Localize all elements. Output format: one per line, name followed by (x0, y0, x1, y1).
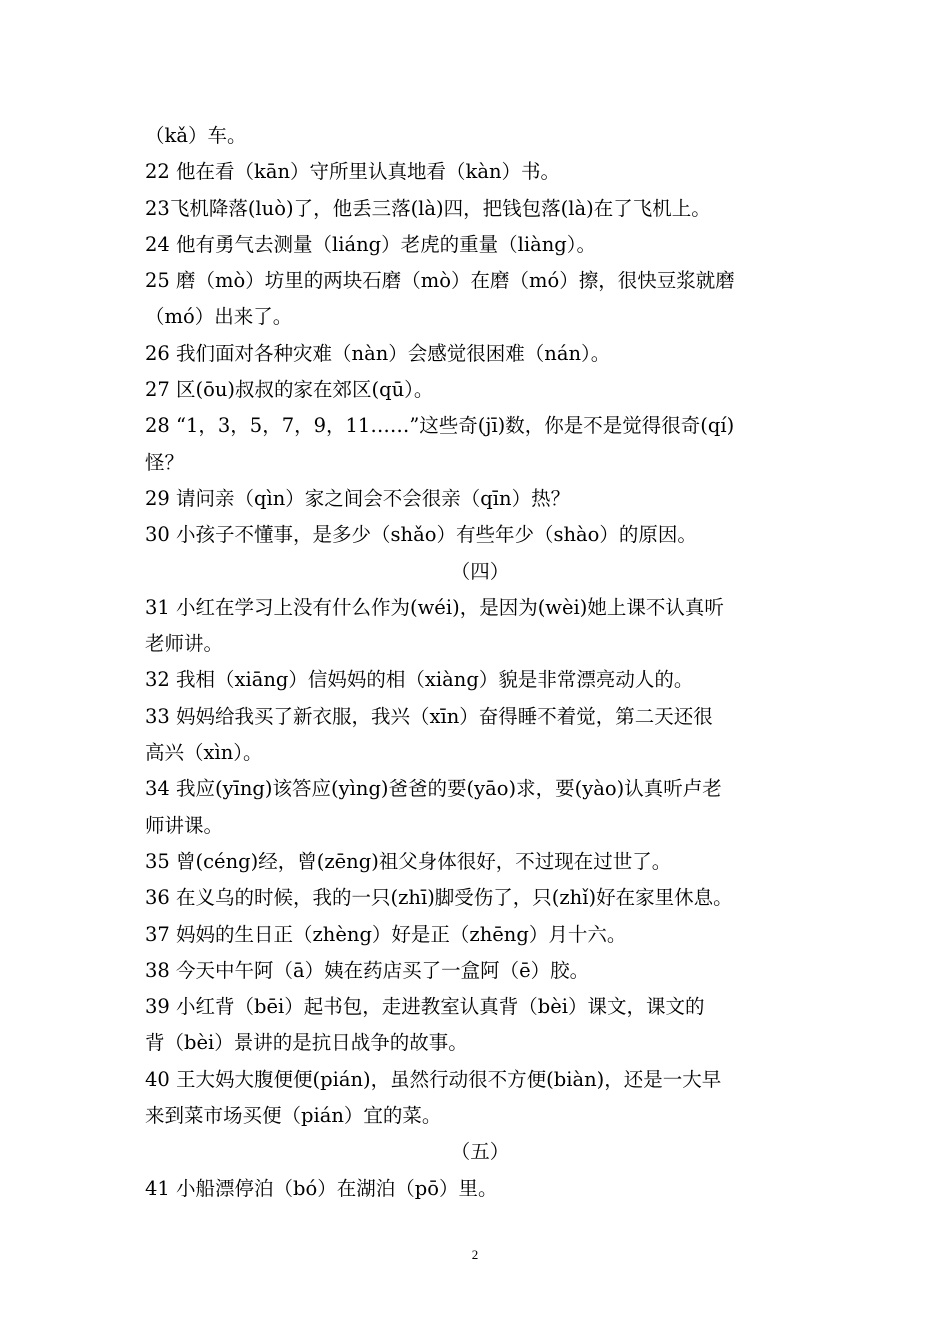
text-line: 32 我相（xiāng）信妈妈的相（xiàng）貌是非常漂亮动人的。 (145, 668, 694, 692)
text-line: 38 今天中午阿（ā）姨在药店买了一盒阿（ē）胶。 (145, 958, 590, 982)
text-line: 30 小孩子不懂事，是多少（shǎo）有些年少（shào）的原因。 (145, 523, 697, 547)
section-heading: （四） (450, 559, 510, 583)
text-line: 来到菜市场买便（pián）宜的菜。 (145, 1104, 442, 1128)
text-line: 22 他在看（kān）守所里认真地看（kàn）书。 (145, 160, 561, 184)
text-line: 36 在义乌的时候，我的一只(zhī)脚受伤了，只(zhǐ)好在家里休息。 (145, 886, 733, 910)
text-line: 39 小红背（bēi）起书包，走进教室认真背（bèi）课文，课文的 (145, 995, 705, 1019)
text-line: 24 他有勇气去测量（liáng）老虎的重量（liàng）。 (145, 232, 597, 256)
text-line: 高兴（xìn）。 (145, 741, 263, 765)
text-line: 40 王大妈大腹便便(pián)，虽然行动很不方便(biàn)，还是一大早 (145, 1067, 722, 1091)
text-line: 41 小船漂停泊（bó）在湖泊（pō）里。 (145, 1176, 498, 1200)
text-line: 师讲课。 (145, 813, 224, 837)
text-line: 23飞机降落(luò)了，他丢三落(là)四，把钱包落(là)在了飞机上。 (145, 196, 711, 220)
text-line: 31 小红在学习上没有什么作为(wéi)，是因为(wèi)她上课不认真听 (145, 595, 724, 619)
text-line: 28 “1，3，5，7，9，11……”这些奇(jī)数，你是不是觉得很奇(qí) (145, 414, 735, 438)
text-line: 29 请问亲（qìn）家之间会不会很亲（qīn）热？ (145, 486, 571, 510)
text-line: 37 妈妈的生日正（zhèng）好是正（zhēng）月十六。 (145, 922, 627, 946)
text-line: 老师讲。 (145, 632, 224, 656)
text-line: 怪？ (145, 450, 185, 474)
text-line: 26 我们面对各种灾难（nàn）会感觉很困难（nán）。 (145, 341, 611, 365)
text-line: 34 我应(yīng)该答应(yìng)爸爸的要(yāo)求，要(yào)认真听卢老 (145, 777, 722, 801)
text-line: （mó）出来了。 (145, 305, 293, 329)
text-line: 35 曾(céng)经，曾(zēng)祖父身体很好，不过现在过世了。 (145, 849, 672, 873)
section-heading: （五） (450, 1140, 510, 1164)
text-line: 25 磨（mò）坊里的两块石磨（mò）在磨（mó）擦，很快豆浆就磨 (145, 269, 735, 293)
text-line: 27 区(ōu)叔叔的家在郊区(qū）。 (145, 378, 434, 402)
text-line: 背（bèi）景讲的是抗日战争的故事。 (145, 1031, 468, 1055)
text-line: （kǎ）车。 (145, 124, 247, 147)
body-text (145, 118, 815, 1207)
page-number: 2 (471, 1247, 479, 1262)
text-line: 33 妈妈给我买了新衣服，我兴（xīn）奋得睡不着觉，第二天还很 (145, 704, 713, 728)
